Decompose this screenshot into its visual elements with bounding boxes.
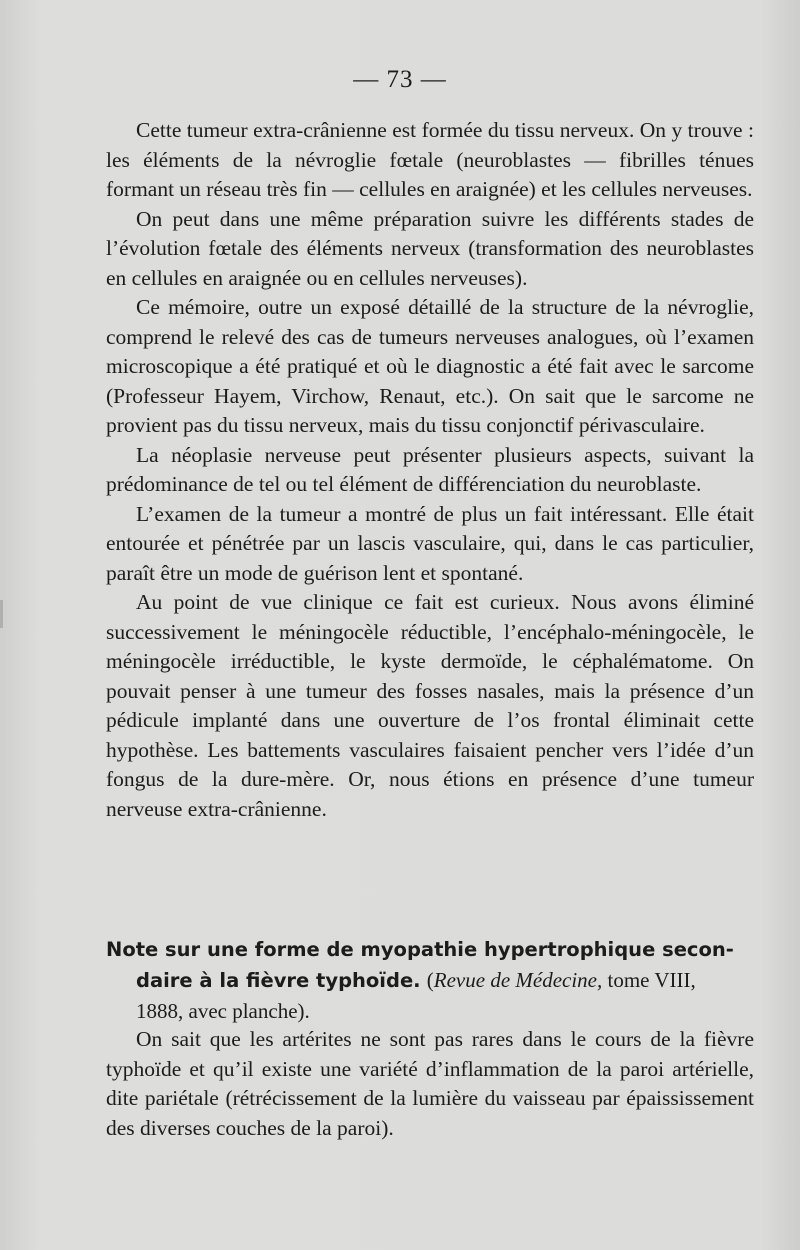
journal-title: Revue de Médecine,	[433, 968, 603, 992]
heading-title-line1: Note sur une forme de myopathie hypertrophique secon-	[106, 938, 734, 961]
body-text-lower	[106, 1025, 754, 1143]
paragraph: Au point de vue clinique ce fait est curieux. Nous avons éliminé successivement le méningocèle réductible, l’encéphalo-méningocèle, le méningocèle irréductible, le kyste dermoïde, le céphalématome. On pouvait penser à une tumeur des fosses nasales, mais la présence d’un pédicule implanté dans une ouverture de l’os frontal éliminait cette hypothèse. Les battements vasculaires faisaient pencher vers l’idée d’un fongus de la dure-mère. Or, nous étions en présence d’une tumeur nerveuse extra-crânienne.	[106, 590, 754, 821]
paragraph: Ce mémoire, outre un exposé détaillé de la structure de la névroglie, comprend le relevé des cas de tumeurs nerveuses analogues, où l’examen microscopique a été pratiqué et où le diagnostic a été fait avec le sarcome (Professeur Hayem, Virchow, Renaut, etc.). On sait que le sarcome ne provient pas du tissu nerveux, mais du tissu conjonctif périvasculaire.	[106, 295, 754, 437]
paragraph: L’examen de la tumeur a montré de plus un fait intéressant. Elle était entourée et pénétrée par un lascis vasculaire, qui, dans le cas particulier, paraît être un mode de guérison lent et spontané.	[106, 501, 754, 585]
citation-year: 1888, avec planche).	[136, 999, 310, 1023]
paragraph: La néoplasie nerveuse peut présenter plusieurs aspects, suivant la prédominance de tel ou tel élément de différenciation du neuroblaste.	[106, 442, 754, 496]
citation-open: (	[426, 968, 434, 992]
body-text-upper	[106, 116, 754, 824]
paragraph: On sait que les artérites ne sont pas rares dans le cours de la fièvre typhoïde et qu’il existe une variété d’inflammation de la paroi artérielle, dite pariétale (rétrécissement de la lumière du vaisseau par épaississement des diverses couches de la paroi).	[106, 1027, 754, 1140]
paragraph: Cette tumeur extra-crânienne est formée du tissu nerveux. On y trouve : les éléments de la névroglie fœtale (neuroblastes — fibrilles ténues formant un réseau très fin — cellules en araignée) et les cellules nerveuses.	[106, 118, 754, 201]
citation-volume: tome VIII,	[602, 968, 696, 992]
section-heading	[106, 935, 756, 1026]
paragraph: On peut dans une même préparation suivre les différents stades de l’évolution fœtale des éléments nerveux (transformation des neuroblastes en cellules en araignée ou en cellules nerveuses).	[106, 206, 754, 290]
page-number: — 73 —	[353, 66, 447, 93]
heading-title-line2: daire à la fièvre typhoïde.	[136, 969, 421, 992]
heading-continuation	[106, 965, 756, 996]
page-edge-mark	[0, 600, 3, 628]
